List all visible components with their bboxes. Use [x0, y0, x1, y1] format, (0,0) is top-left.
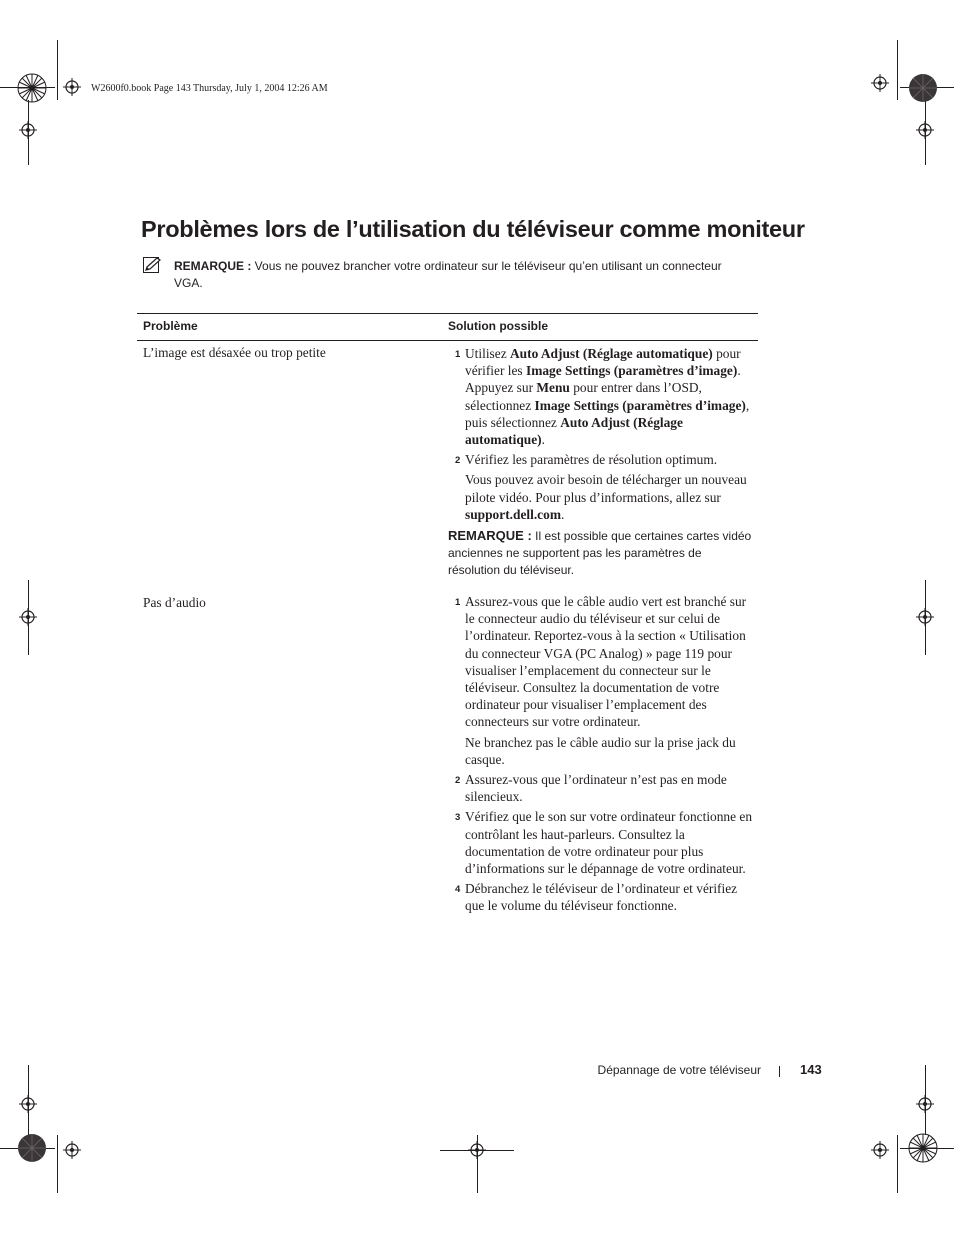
table-row	[137, 343, 758, 579]
step-number: 4	[455, 884, 461, 896]
table-row	[137, 593, 758, 915]
registration-mark-icon	[19, 1095, 37, 1113]
solution-step	[456, 451, 756, 468]
note-label: REMARQUE :	[174, 259, 252, 273]
registration-mark-icon	[19, 608, 37, 626]
step-text: Assurez-vous que le câble audio vert est branché sur le connecteur audio du téléviseur et sur celui de l’ordinateur. Reportez-vous à la section « Utilisation du connecteur VGA (PC Analog) » page 119 pour visualiser l’emplacement du connecteur sur le téléviseur. Consultez la documentation de votre ordinateur pour visualiser l’emplacement des connecteurs sur votre ordinateur.	[465, 594, 747, 730]
solution-step	[456, 808, 756, 877]
support-link[interactable]: support.dell.com	[465, 506, 561, 522]
step-number: 1	[455, 597, 461, 609]
note-label: REMARQUE :	[448, 528, 532, 544]
registration-mark-icon	[63, 78, 81, 96]
step-text: Assurez-vous que l’ordinateur n’est pas en mode silencieux.	[465, 772, 727, 805]
page-number: 143	[800, 1062, 822, 1077]
step-text: , puis sélectionnez	[465, 397, 750, 430]
step-text: pour vérifier les	[465, 346, 741, 379]
page-title: Problèmes lors de l’utilisation du téléviseur comme moniteur	[141, 216, 805, 242]
problem-cell: L’image est désaxée ou trop petite	[143, 345, 326, 360]
step-text: Vous pouvez avoir besoin de télécharger un nouveau pilote vidéo. Pour plus d’informations, allez sur	[465, 472, 747, 505]
step-text: . Appuyez sur	[465, 363, 741, 396]
ui-term: Image Settings (paramètres d’image)	[525, 363, 738, 379]
solution-step	[456, 771, 756, 805]
step-text: Vérifiez que le son sur votre ordinateur fonctionne en contrôlant les haut-parleurs. Consultez la documentation de votre ordinateur pour plus d’informations sur le dépannage de votre ordinateur.	[465, 809, 753, 877]
step-number: 2	[455, 455, 461, 467]
crop-mark	[897, 1135, 898, 1193]
rosette-mark-icon	[908, 1133, 938, 1163]
problem-cell: Pas d’audio	[143, 595, 206, 611]
footer-section-title: Dépannage de votre téléviseur	[597, 1063, 761, 1077]
ui-term: Auto Adjust (Réglage automatique)	[510, 346, 713, 361]
step-detail: Ne branchez pas le câble audio sur la prise jack du casque.	[465, 734, 736, 767]
registration-mark-icon	[916, 608, 934, 626]
footer-divider	[779, 1066, 780, 1077]
column-header-problem: Problème	[143, 319, 198, 333]
step-text: .	[560, 506, 565, 522]
registration-mark-icon	[19, 121, 37, 139]
crop-mark	[897, 40, 898, 100]
solution-cell	[448, 343, 756, 579]
step-number: 1	[455, 349, 461, 360]
note-text: Vous ne pouvez brancher votre ordinateur sur le téléviseur qu’en utilisant un connecteur VGA.	[174, 259, 722, 290]
pencil-note-icon	[143, 257, 163, 273]
print-header: W2600f0.book Page 143 Thursday, July 1, 2004 12:26 AM	[91, 83, 328, 94]
registration-mark-icon	[468, 1141, 486, 1159]
solution-step	[456, 880, 756, 914]
table-header	[137, 313, 758, 341]
table-note	[448, 527, 756, 579]
note	[174, 258, 734, 292]
rosette-mark-icon	[17, 1133, 47, 1163]
step-text: .	[541, 432, 545, 448]
step-text: Débranchez le téléviseur de l’ordinateur et vérifiez que le volume du téléviseur fonctionne.	[465, 881, 738, 914]
solution-step	[456, 345, 756, 448]
step-text: Utilisez	[465, 346, 510, 361]
rosette-mark-icon	[908, 73, 938, 103]
step-number: 3	[455, 812, 461, 824]
solution-step	[456, 593, 756, 731]
column-header-solution: Solution possible	[448, 319, 549, 333]
note-text: Il est possible que certaines cartes vidéo anciennes ne supportent pas les paramètres de résolution du téléviseur.	[448, 529, 752, 578]
step-number: 2	[455, 775, 461, 787]
troubleshooting-table	[137, 313, 758, 918]
registration-mark-icon	[871, 1141, 889, 1159]
ui-term: Menu	[536, 380, 570, 396]
registration-mark-icon	[916, 1095, 934, 1113]
solution-cell	[456, 593, 756, 915]
step-text: pour entrer dans l’OSD, sélectionnez	[465, 380, 702, 413]
step-text: Vérifiez les paramètres de résolution optimum.	[465, 452, 718, 468]
registration-mark-icon	[916, 121, 934, 139]
registration-mark-icon	[871, 74, 889, 92]
crop-mark	[57, 1135, 58, 1193]
ui-term: Auto Adjust (Réglage automatique)	[465, 414, 683, 448]
registration-mark-icon	[63, 1141, 81, 1159]
crop-mark	[57, 40, 58, 100]
rosette-mark-icon	[17, 73, 47, 103]
ui-term: Image Settings (paramètres d’image)	[534, 397, 746, 413]
step-detail	[456, 471, 756, 523]
